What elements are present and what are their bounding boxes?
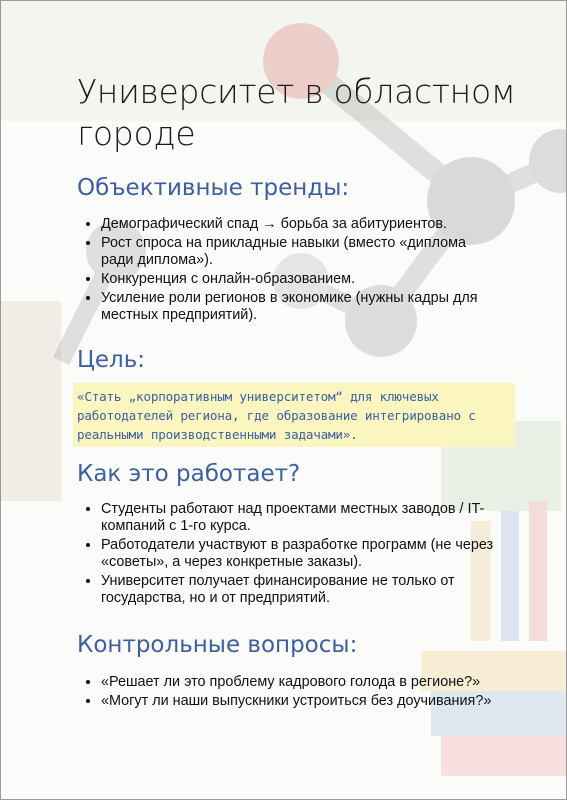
list-item: • Университет получает финансирование не только от государства, но и от предприятий. bbox=[101, 573, 501, 607]
list-item: • «Могут ли наши выпускники устроиться без доучивания?» bbox=[101, 693, 501, 710]
bullet-list bbox=[77, 501, 501, 607]
list-item: • Студенты работают над проектами местных заводов / IT-компаний с 1-го курса. bbox=[101, 501, 501, 535]
list-item: • Рост спроса на прикладные навыки (вместо «диплома ради диплома»). bbox=[101, 235, 501, 269]
page-title: Университет в областном городе bbox=[77, 72, 516, 153]
list-item: • Усиление роли регионов в экономике (нужны кадры для местных предприятий). bbox=[101, 290, 501, 324]
section-heading: Объективные тренды: bbox=[77, 175, 350, 201]
list-item: • Демографический спад → борьба за абитуриентов. bbox=[101, 216, 501, 233]
slide-content bbox=[1, 1, 566, 710]
list-item: • «Решает ли это проблему кадрового голода в регионе?» bbox=[101, 674, 501, 691]
section-trends bbox=[77, 173, 566, 324]
section-heading: Как это работает? bbox=[77, 461, 301, 487]
list-item: • Конкуренция с онлайн-образованием. bbox=[101, 271, 501, 288]
section-heading: Цель: bbox=[77, 347, 146, 373]
section-how-it-works bbox=[77, 459, 566, 607]
goal-quote: «Стать „корпоративным университетом“ для ключевых работодателей региона, где образование интегрировано с реальными производственными задачами». bbox=[73, 383, 515, 447]
bullet-list bbox=[77, 216, 501, 324]
list-item: • Работодатели участвуют в разработке программ (не через «советы», а через конкретные заказы). bbox=[101, 537, 501, 571]
section-goal bbox=[77, 345, 566, 447]
bullet-list bbox=[77, 674, 501, 710]
section-heading: Контрольные вопросы: bbox=[77, 632, 358, 658]
section-control-questions bbox=[77, 630, 566, 710]
